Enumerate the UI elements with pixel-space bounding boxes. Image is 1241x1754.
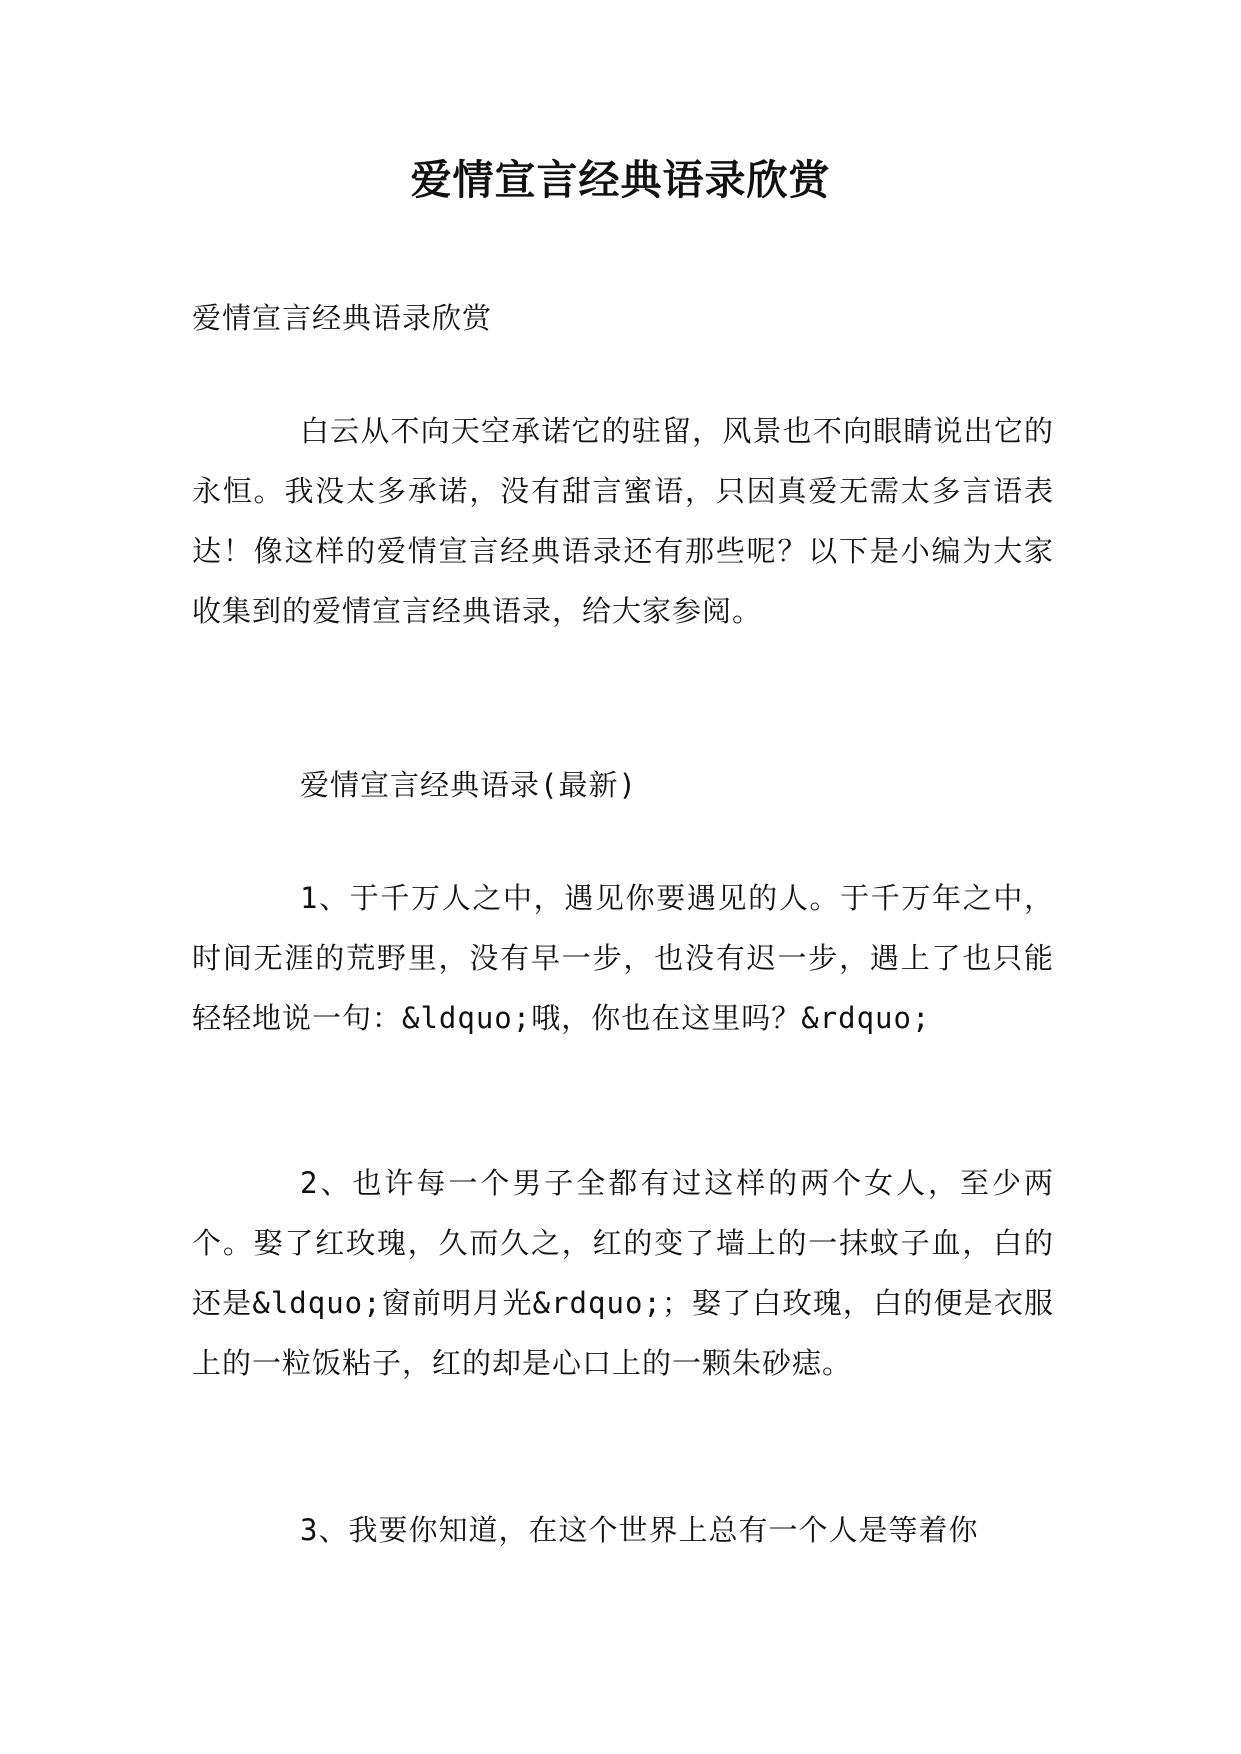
document-title: 爱情宣言经典语录欣赏 <box>410 156 831 204</box>
quote-item-1: 1、于千万人之中，遇见你要遇见的人。于千万年之中，时间无涯的荒野里，没有早一步，也没有迟一步，遇上了也只能轻轻地说一句：&ldquo;哦，你也在这里吗？&rdquo; <box>192 881 1054 1035</box>
quote-item-2: 2、也许每一个男子全都有过这样的两个女人，至少两个。娶了红玫瑰，久而久之，红的变了墙上的一抹蚊子血，白的还是&ldquo;窗前明月光&rdquo;；娶了白玫瑰，白的便是衣服上的一粒饭粘子，红的却是心口上的一颗朱砂痣。 <box>192 1166 1054 1380</box>
quote-item-3: 3、我要你知道，在这个世界上总有一个人是等着你 <box>300 1513 979 1547</box>
document-subtitle: 爱情宣言经典语录欣赏 <box>192 301 493 335</box>
section-heading: 爱情宣言经典语录(最新) <box>300 768 637 802</box>
intro-paragraph: 白云从不向天空承诺它的驻留，风景也不向眼睛说出它的永恒。我没太多承诺，没有甜言蜜语，只因真爱无需太多言语表达！像这样的爱情宣言经典语录还有那些呢？以下是小编为大家收集到的爱情宣言经典语录，给大家参阅。 <box>192 414 1054 628</box>
